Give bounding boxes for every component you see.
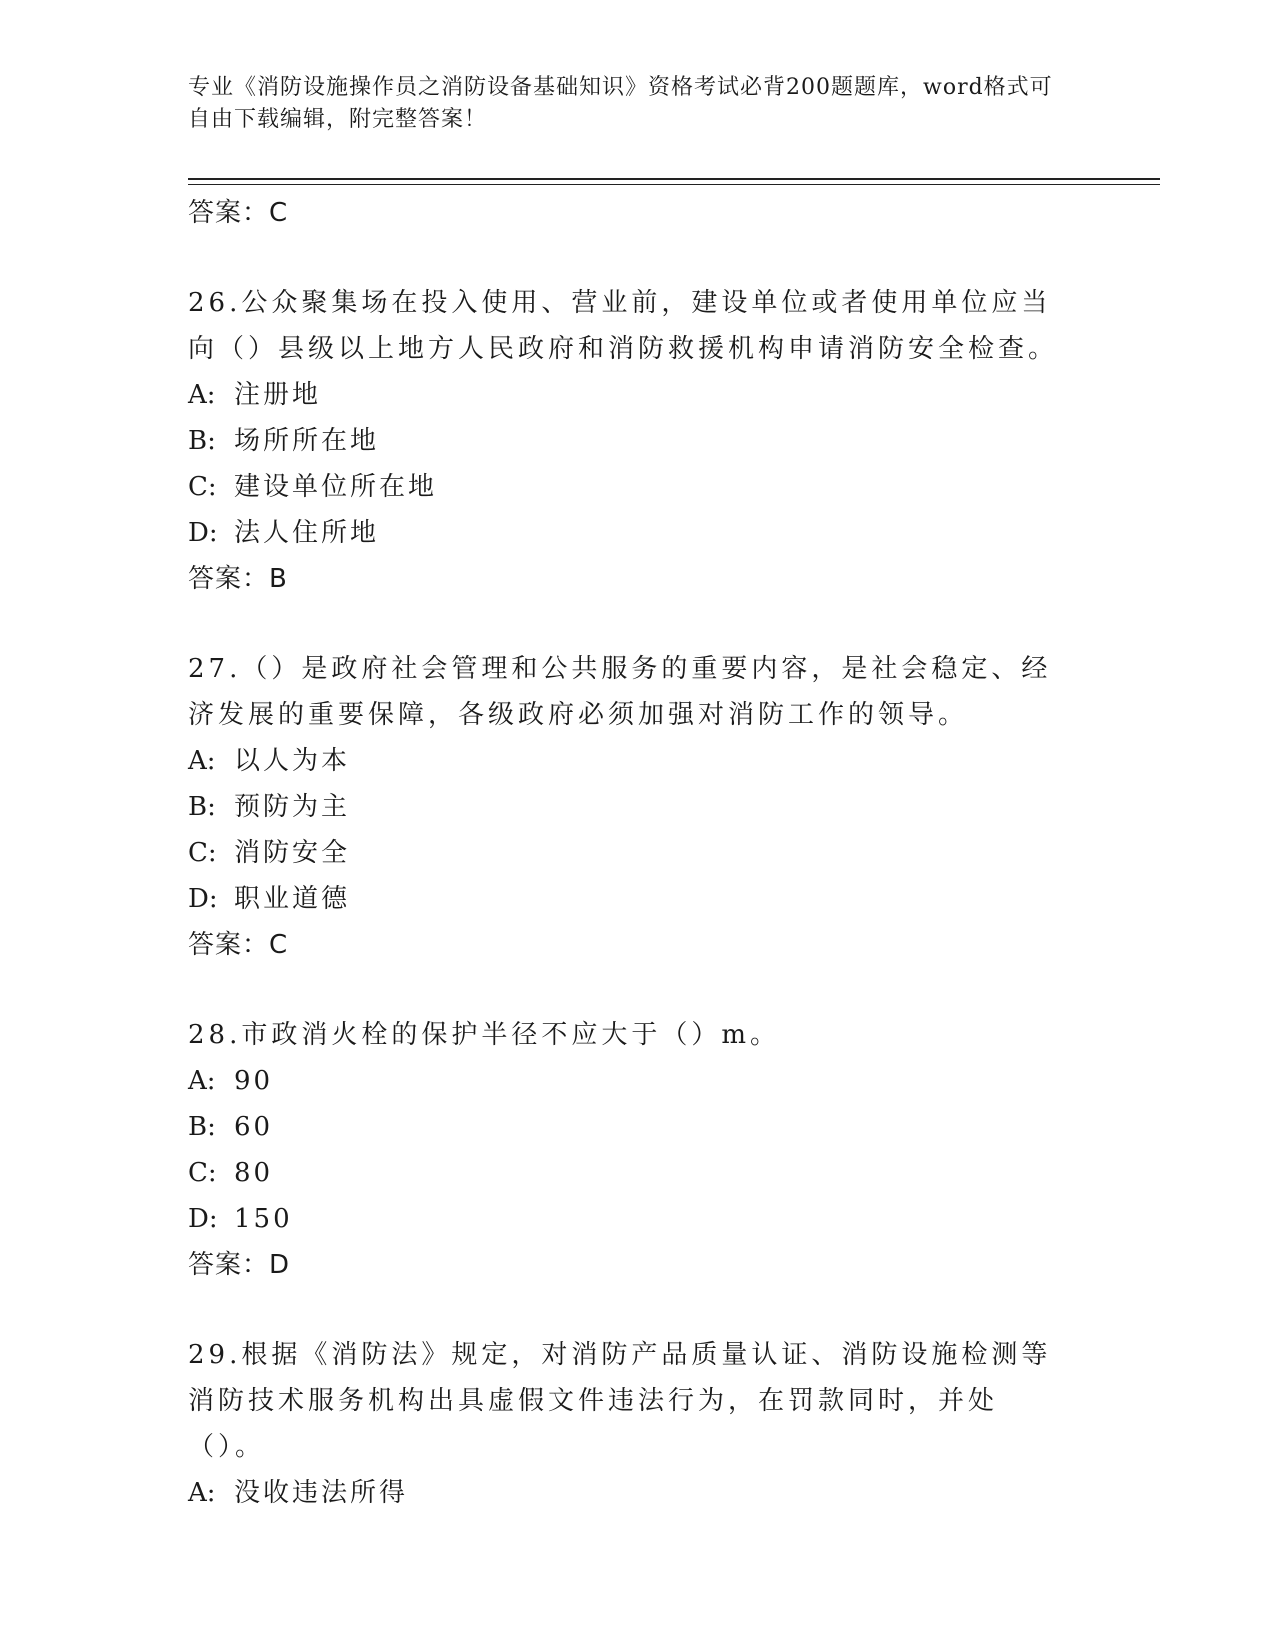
option-letter: D: xyxy=(188,518,218,548)
option-letter: C: xyxy=(188,472,217,502)
option-letter: C: xyxy=(188,1158,217,1188)
option-a xyxy=(188,1470,1088,1516)
option-text: 建设单位所在地 xyxy=(234,472,438,502)
question-text: 26.公众聚集场在投入使用、营业前，建设单位或者使用单位应当向（）县级以上地方人民政府和消防救援机构申请消防安全检查。 xyxy=(188,288,1059,364)
option-text: 没收违法所得 xyxy=(234,1478,409,1508)
option-text: 场所所在地 xyxy=(234,426,380,456)
question-block xyxy=(188,646,1088,968)
option-text: 90 xyxy=(234,1066,274,1096)
option-c xyxy=(188,464,1088,510)
answer-text: 答案：C xyxy=(188,930,289,960)
question-text: 27.（）是政府社会管理和公共服务的重要内容，是社会稳定、经济发展的重要保障，各级政府必须加强对消防工作的领导。 xyxy=(188,654,1052,730)
answer-text: 答案：B xyxy=(188,564,288,594)
option-d xyxy=(188,876,1088,922)
option-text: 预防为主 xyxy=(234,792,351,822)
option-letter: D: xyxy=(188,884,218,914)
previous-answer: 答案：C xyxy=(188,198,289,228)
question-list xyxy=(188,190,1088,1516)
question-block xyxy=(188,1332,1088,1516)
document-header: 专业《消防设施操作员之消防设备基础知识》资格考试必背200题题库，word格式可自由下载编辑，附完整答案！ xyxy=(188,75,1053,132)
option-a xyxy=(188,738,1088,784)
option-c xyxy=(188,830,1088,876)
option-text: 80 xyxy=(234,1158,274,1188)
option-c xyxy=(188,1150,1088,1196)
option-text: 150 xyxy=(234,1204,293,1234)
option-a xyxy=(188,372,1088,418)
option-text: 消防安全 xyxy=(234,838,351,868)
option-letter: A: xyxy=(188,746,216,776)
option-letter: B: xyxy=(188,426,216,456)
option-text: 注册地 xyxy=(234,380,322,410)
option-b xyxy=(188,784,1088,830)
option-d xyxy=(188,1196,1088,1242)
question-block xyxy=(188,1012,1088,1288)
header-rule-thin xyxy=(188,184,1160,185)
option-letter: A: xyxy=(188,1478,216,1508)
option-letter: B: xyxy=(188,792,216,822)
option-letter: C: xyxy=(188,838,217,868)
option-b xyxy=(188,418,1088,464)
header-rule-thick xyxy=(188,178,1160,180)
question-text: 29.根据《消防法》规定，对消防产品质量认证、消防设施检测等消防技术服务机构出具虚假文件违法行为，在罚款同时，并处（）。 xyxy=(188,1340,1052,1462)
answer-text: 答案：D xyxy=(188,1250,291,1280)
option-b xyxy=(188,1104,1088,1150)
option-text: 法人住所地 xyxy=(234,518,380,548)
option-a xyxy=(188,1058,1088,1104)
option-letter: B: xyxy=(188,1112,216,1142)
option-text: 60 xyxy=(234,1112,274,1142)
option-text: 以人为本 xyxy=(234,746,351,776)
option-letter: A: xyxy=(188,380,216,410)
option-letter: D: xyxy=(188,1204,218,1234)
question-block xyxy=(188,280,1088,602)
question-text: 28.市政消火栓的保护半径不应大于（）m。 xyxy=(188,1020,781,1050)
option-d xyxy=(188,510,1088,556)
option-letter: A: xyxy=(188,1066,216,1096)
option-text: 职业道德 xyxy=(234,884,351,914)
